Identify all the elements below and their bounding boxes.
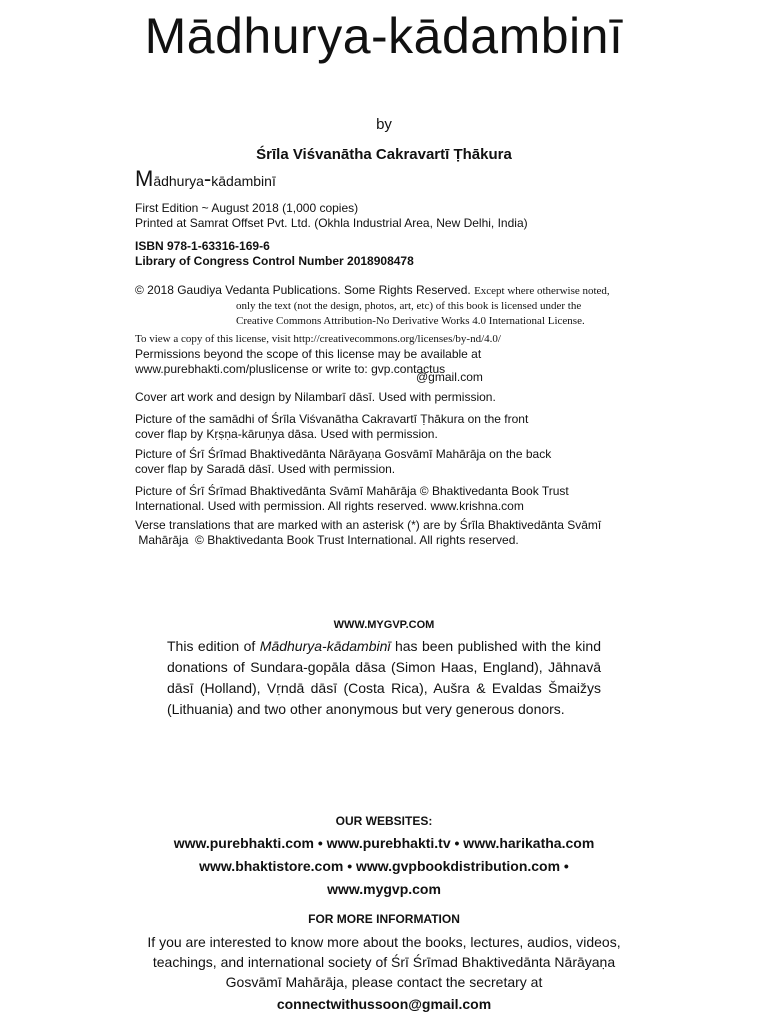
isbn-block bbox=[135, 239, 414, 269]
copyright-lead: © 2018 Gaudiya Vedanta Publications. Some Rights Reserved. bbox=[135, 283, 471, 297]
websites-line-3[interactable]: www.mygvp.com bbox=[327, 881, 441, 897]
mygvp-heading[interactable]: WWW.MYGVP.COM bbox=[333, 619, 435, 631]
copyright-note-1: Except where otherwise noted, bbox=[474, 285, 610, 297]
contact-email-suffix: @gmail.com bbox=[416, 370, 483, 384]
book-name-rest: ādhurya bbox=[153, 173, 204, 189]
credit-line: cover flap by Kṛṣṇa-kāruṇya dāsa. Used with permission. bbox=[135, 427, 438, 441]
dedication-book-title: Mādhurya-kādambinī bbox=[259, 638, 391, 654]
credit-cover-art bbox=[135, 390, 655, 405]
book-name-initial: M bbox=[135, 166, 154, 191]
credit-line: Picture of Śrī Śrīmad Bhaktivedānta Nārāyaṇa Gosvāmī Mahārāja on the back bbox=[135, 447, 552, 461]
dedication-text-end: has been published with the kind donations of Sundara-gopāla dāsa (Simon Haas, England), Jāhnavā dāsī (Holland), Vṛndā dāsī (Costa Rica), Aušra & Evaldas Šmaižys (Lithuania) and two other anonymous but very generous donors. bbox=[167, 638, 601, 717]
dedication-paragraph bbox=[167, 636, 601, 720]
permissions-line: Permissions beyond the scope of this license may be available at bbox=[135, 347, 482, 361]
contact-line: www.purebhakti.com/pluslicense or write to: gvp.contactus bbox=[135, 362, 446, 376]
credit-back-flap bbox=[135, 447, 655, 477]
more-info-text: If you are interested to know more about the books, lectures, audios, videos, teachings, and international society of Śrī Śrīmad Bhaktivedānta Nārāyaṇa Gosvāmī Mahārāja, please contact the secretary at bbox=[147, 934, 621, 990]
credit-line: Verse translations that are marked with an asterisk (*) are by Śrīla Bhaktivedānta Svāmī bbox=[135, 518, 602, 532]
contact-email[interactable]: connectwithussoon@gmail.com bbox=[276, 996, 492, 1012]
credit-line: cover flap by Saradā dāsī. Used with permission. bbox=[135, 462, 396, 476]
credit-line: Picture of the samādhi of Śrīla Viśvanātha Cakravartī Ṭhākura on the front bbox=[135, 412, 529, 426]
by-label: by bbox=[376, 116, 392, 133]
book-name-dash: - bbox=[203, 166, 212, 191]
websites-line-2[interactable]: www.bhaktistore.com • www.gvpbookdistribution.com • bbox=[199, 858, 569, 874]
credit-line: Mahārāja © Bhaktivedanta Book Trust International. All rights reserved. bbox=[135, 533, 519, 547]
websites-heading: OUR WEBSITES: bbox=[335, 814, 433, 828]
license-info bbox=[135, 332, 655, 377]
book-name-second: kādambinī bbox=[211, 173, 276, 189]
credit-front-flap bbox=[135, 412, 655, 442]
credit-line: Picture of Śrī Śrīmad Bhaktivedānta Svāmī Mahārāja © Bhaktivedanta Book Trust bbox=[135, 484, 569, 498]
author-name: Śrīla Viśvanātha Cakravartī Ṭhākura bbox=[256, 146, 512, 163]
credit-verse-translations bbox=[135, 518, 655, 548]
websites-line-1[interactable]: www.purebhakti.com • www.purebhakti.tv • www.harikatha.com bbox=[173, 835, 595, 851]
isbn: ISBN 978-1-63316-169-6 bbox=[135, 239, 270, 253]
edition-info bbox=[135, 201, 528, 231]
dedication-text-start: This edition of bbox=[167, 638, 260, 654]
copyright-notice bbox=[135, 283, 635, 329]
license-url-line: To view a copy of this license, visit http://creativecommons.org/licenses/by-nd/4.0/ bbox=[135, 333, 501, 345]
copyright-note-2: only the text (not the design, photos, art, etc) of this book is licensed under the bbox=[236, 300, 582, 312]
book-title: Mādhurya-kādambinī bbox=[144, 8, 624, 64]
credit-line: International. Used with permission. All rights reserved. www.krishna.com bbox=[135, 499, 524, 513]
credit-svami-picture bbox=[135, 484, 655, 514]
printer-line: Printed at Samrat Offset Pvt. Ltd. (Okhla Industrial Area, New Delhi, India) bbox=[135, 216, 528, 230]
copyright-note-3: Creative Commons Attribution-No Derivative Works 4.0 International License. bbox=[236, 315, 585, 327]
more-info-heading: FOR MORE INFORMATION bbox=[308, 912, 460, 926]
edition-line: First Edition ~ August 2018 (1,000 copies) bbox=[135, 201, 359, 215]
lccn: Library of Congress Control Number 2018908478 bbox=[135, 254, 414, 268]
credit-line: Cover art work and design by Nilambarī dāsī. Used with permission. bbox=[135, 390, 496, 404]
book-name-mark bbox=[135, 167, 276, 193]
